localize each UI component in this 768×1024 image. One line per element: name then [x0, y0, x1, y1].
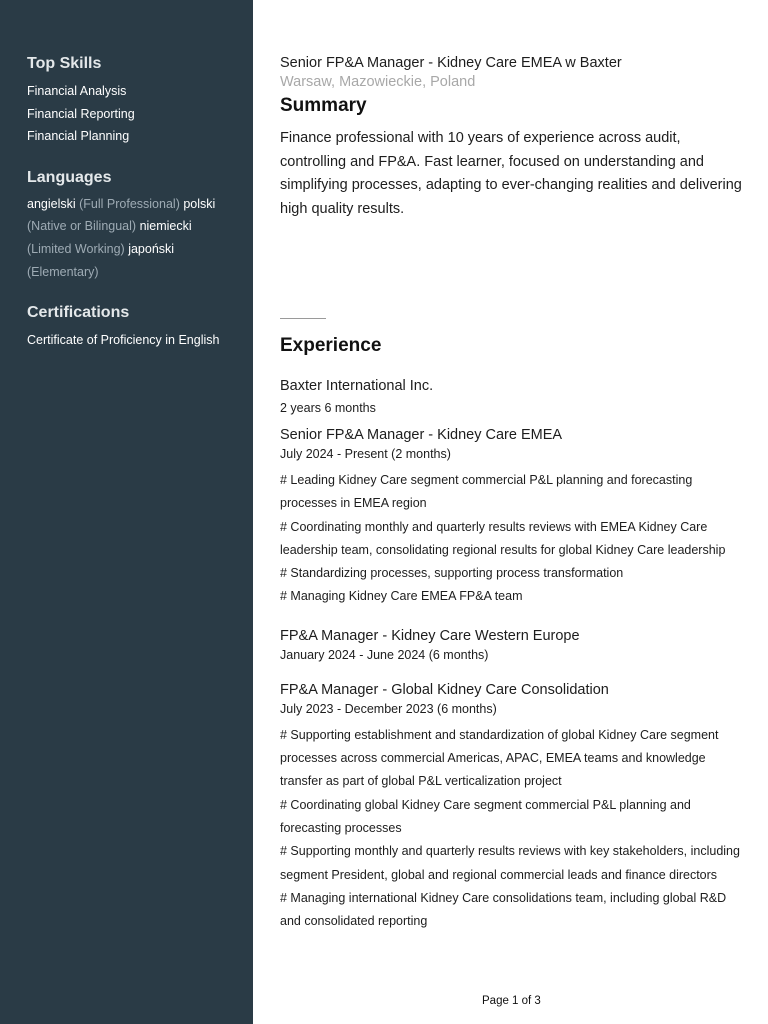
- section-divider: [280, 318, 326, 319]
- role-entry: [280, 681, 742, 934]
- role-dates: July 2023 - December 2023 (6 months): [280, 701, 497, 716]
- main-content: [280, 0, 742, 1024]
- skill-item: Financial Analysis: [27, 84, 127, 98]
- certifications-section: [27, 303, 233, 352]
- language-name: japoński: [128, 241, 175, 256]
- languages-heading: Languages: [27, 168, 112, 186]
- company-name: Baxter International Inc.: [280, 378, 434, 394]
- languages-list: [27, 193, 233, 284]
- role-bullet: # Supporting establishment and standardization of global Kidney Care segment processes across commercial Americas, APAC, EMEA teams and knowledge transfer as part of global P&L verticalization project: [280, 727, 719, 789]
- role-bullet: # Managing Kidney Care EMEA FP&A team: [280, 589, 523, 604]
- role-title: FP&A Manager - Kidney Care Western Europe: [280, 627, 580, 644]
- role-entry: [280, 627, 742, 663]
- role-bullet: # Standardizing processes, supporting process transformation: [280, 566, 624, 581]
- profile-headline: Senior FP&A Manager - Kidney Care EMEA w Baxter: [280, 55, 622, 71]
- sidebar: [0, 0, 253, 1024]
- summary-text: Finance professional with 10 years of experience across audit, controlling and FP&A. Fast learner, focused on understanding and simplifying processes, adapting to ever-changing realities and delivering high quality results.: [280, 130, 742, 217]
- certifications-heading: Certifications: [27, 304, 130, 322]
- role-description: [280, 724, 742, 934]
- role-bullet: # Leading Kidney Care segment commercial P&L planning and forecasting processes in EMEA region: [280, 473, 693, 511]
- role-bullet: # Coordinating global Kidney Care segment commercial P&L planning and forecasting processes: [280, 797, 691, 835]
- role-entry: [280, 426, 742, 609]
- language-name: angielski: [27, 196, 76, 211]
- experience-heading: Experience: [280, 335, 382, 356]
- language-name: polski: [183, 196, 216, 211]
- role-title: Senior FP&A Manager - Kidney Care EMEA: [280, 427, 563, 443]
- role-dates: July 2024 - Present (2 months): [280, 447, 451, 461]
- role-bullet: # Coordinating monthly and quarterly results reviews with EMEA Kidney Care leadership team, consolidating regional results for global Kidney Care leadership: [280, 519, 726, 557]
- experience-section: [280, 377, 742, 933]
- skill-item: Financial Reporting: [27, 106, 135, 121]
- language-level: (Limited Working): [27, 241, 125, 256]
- role-dates: January 2024 - June 2024 (6 months): [280, 647, 489, 662]
- top-skills-list: [27, 80, 233, 148]
- top-skills-heading: Top Skills: [27, 55, 102, 72]
- language-name: niemiecki: [139, 219, 192, 234]
- language-level: (Native or Bilingual): [27, 219, 137, 234]
- languages-section: [27, 168, 233, 284]
- profile-location: Warsaw, Mazowieckie, Poland: [280, 74, 476, 90]
- role-description: [280, 469, 742, 609]
- page-number: Page 1 of 3: [482, 995, 541, 1007]
- summary-heading: Summary: [280, 95, 367, 116]
- certification-item: Certificate of Proficiency in English: [27, 333, 220, 348]
- role-bullet: # Supporting monthly and quarterly results reviews with key stakeholders, including segment President, global and regional commercial leads and finance directors: [280, 844, 740, 882]
- company-tenure: 2 years 6 months: [280, 401, 376, 415]
- role-bullet: # Managing international Kidney Care consolidations team, including global R&D and consolidated reporting: [280, 890, 727, 929]
- certifications-list: [27, 329, 233, 352]
- role-title: FP&A Manager - Global Kidney Care Consolidation: [280, 681, 609, 698]
- top-skills-section: [27, 54, 233, 148]
- language-level: (Full Professional): [79, 196, 180, 211]
- skill-item: Financial Planning: [27, 129, 130, 143]
- language-level: (Elementary): [27, 264, 99, 279]
